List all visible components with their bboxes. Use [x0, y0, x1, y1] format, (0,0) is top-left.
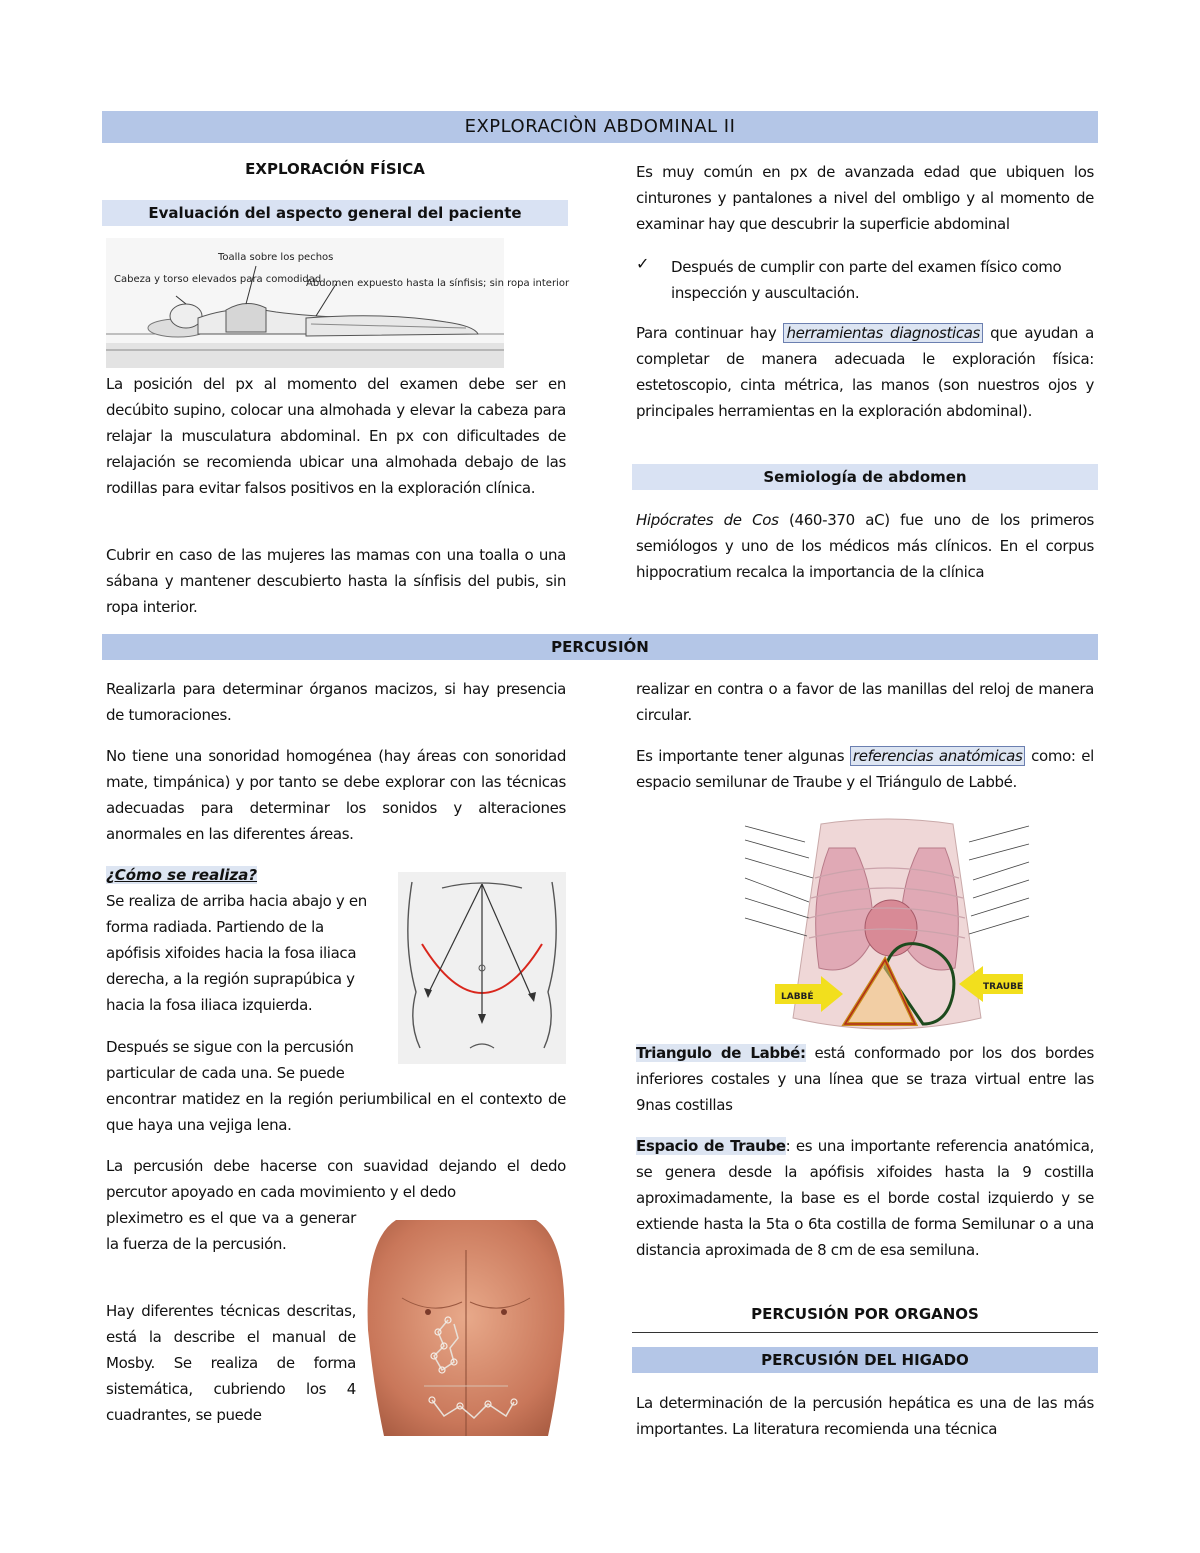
anatomy-figure	[745, 818, 1029, 1040]
label-head	[114, 274, 321, 285]
checkmark-icon: ✓	[636, 254, 650, 273]
label-abdomen	[306, 277, 570, 289]
patient-position-figure	[106, 238, 570, 368]
paragraph-realizarla: Realizarla para determinar órganos macizos, si hay presencia de tumoraciones.	[106, 680, 566, 724]
labbe-text: está conformado por los dos bordes inferiores costales y una línea que se traza virtual entre las 9nas costillas	[636, 1044, 1095, 1114]
subheading-evaluacion: Evaluación del aspecto general del paciente	[148, 204, 522, 222]
paragraph-suavidad: La percusión debe hacerse con suavidad dejando el dedo percutor apoyado en cada movimiento y el dedo	[106, 1157, 566, 1201]
label-abdomen-line: Abdomen expuesto hasta la sínfisis; sin ropa interior	[306, 278, 570, 289]
referencias-rest: como: el espacio semilunar de Traube y el Triángulo de Labbé.	[636, 747, 1095, 791]
referencias-lead: Es importante tener algunas	[636, 747, 845, 765]
label-labbe: LABBÉ	[781, 992, 814, 1002]
organos-heading: PERCUSIÓN POR ORGANOS	[751, 1305, 979, 1323]
semiologia-bar	[632, 464, 1098, 490]
paragraph-hipocrates	[636, 507, 1094, 585]
referencias-link[interactable]: referencias anatómicas	[850, 746, 1026, 766]
paragraph-pleximetro: pleximetro es el que va a generar la fuerza de la percusión.	[106, 1209, 356, 1253]
paragraph-despues-short: Después se sigue con la percusión particular de cada una. Se puede	[106, 1038, 354, 1082]
paragraph-manillas: realizar en contra o a favor de las manillas del reloj de manera circular.	[636, 680, 1094, 724]
paragraph-despues-long: encontrar matidez en la región periumbilical en el contexto de que haya una vejiga lena.	[106, 1090, 566, 1134]
label-towel: Toalla sobre los pechos	[218, 252, 334, 263]
paragraph-labbe	[636, 1040, 1094, 1118]
section-heading-exploracion: EXPLORACIÓN FÍSICA	[245, 160, 425, 178]
labbe-term: Triangulo de Labbé:	[636, 1044, 806, 1062]
traube-term: Espacio de Traube	[636, 1137, 786, 1155]
subheading-bar	[102, 200, 568, 226]
divider-line	[632, 1332, 1098, 1333]
paragraph-higado: La determinación de la percusión hepática es una de las más importantes. La literatura recomienda una técnica	[636, 1394, 1094, 1438]
paragraph-como: Se realiza de arriba hacia abajo y en forma radiada. Partiendo de la apófisis xifoides hacia la fosa iliaca derecha, a la región suprapúbica y hacia la fosa iliaca izquierda.	[106, 892, 367, 1014]
paragraph-posicion: La posición del px al momento del examen debe ser en decúbito supino, colocar una almohada y elevar la cabeza para relajar la musculatura abdominal. En px con dificultades de relajación se recomienda ubicar una almohada debajo de las rodillas para evitar falsos positivos en la exploración clínica.	[106, 375, 566, 497]
paragraph-cubrir: Cubrir en caso de las mujeres las mamas con una toalla o una sábana y mantener descubierto hasta la sínfisis del pubis, sin ropa interior.	[106, 546, 566, 616]
paragraph-sonoridad: No tiene una sonoridad homogénea (hay áreas con sonoridad mate, timpánica) y por tanto se debe explorar con las técnicas adecuadas para determinar los sonidos y alteraciones anormales en las diferentes áreas.	[106, 747, 566, 843]
patient-illustration	[106, 238, 570, 368]
checklist-item: Después de cumplir con parte del examen físico como inspección y auscultación.	[671, 258, 1062, 302]
torso-illustration	[362, 1220, 570, 1436]
label-traube: TRAUBE	[983, 982, 1024, 992]
paragraph-traube	[636, 1133, 1094, 1263]
herramientas-link[interactable]: herramientas diagnosticas	[783, 323, 983, 343]
traube-text: : es una importante referencia anatómica, se genera desde la apófisis xifoides hasta la 9 costilla aproximadamente, la base es el borde costal izquierdo y se extiende hasta la 5ta o 6ta costilla de forma Semilunar o a una distancia aproximada de 8 cm de esa semiluna.	[636, 1137, 1094, 1259]
hipocrates-name: Hipócrates de Cos	[636, 511, 779, 529]
radial-diagram	[398, 872, 566, 1064]
herramientas-lead: Para continuar hay	[636, 324, 777, 342]
torso-photo-figure	[362, 1220, 570, 1436]
paragraph-herramientas	[636, 320, 1094, 424]
thorax-illustration	[745, 818, 1029, 1040]
label-head-line: Cabeza y torso elevados para comodidad	[114, 274, 322, 285]
paragraph-referencias	[636, 743, 1094, 795]
herramientas-rest: que ayudan a completar de manera adecuada le exploración física: estetoscopio, cinta métrica, las manos (son nuestros ojos y principales herramientas en la exploración abdominal).	[636, 324, 1094, 420]
hipocrates-rest: (460-370 aC) fue uno de los primeros semiólogos y uno de los médicos más clínicos. En el corpus hippocratium recalca la importancia de la clínica	[636, 511, 1095, 581]
radial-percussion-figure	[398, 872, 566, 1064]
higado-heading: PERCUSIÓN DEL HIGADO	[761, 1351, 969, 1369]
page-title: EXPLORACIÒN ABDOMINAL II	[102, 111, 1098, 143]
paragraph-cinturones: Es muy común en px de avanzada edad que ubiquen los cinturones y pantalones a nivel del ombligo y al momento de examinar hay que descubrir la superficie abdominal	[636, 163, 1094, 233]
percusion-heading: PERCUSIÓN	[551, 638, 649, 656]
semiologia-heading: Semiología de abdomen	[763, 468, 967, 486]
percusion-bar	[102, 634, 1098, 660]
paragraph-tecnicas: Hay diferentes técnicas descritas, está la describe el manual de Mosby. Se realiza de forma sistemática, cubriendo los 4 cuadrantes, se puede	[106, 1302, 356, 1424]
como-heading	[106, 862, 257, 888]
higado-bar	[632, 1347, 1098, 1373]
como-heading-text: ¿Cómo se realiza?	[106, 866, 258, 884]
